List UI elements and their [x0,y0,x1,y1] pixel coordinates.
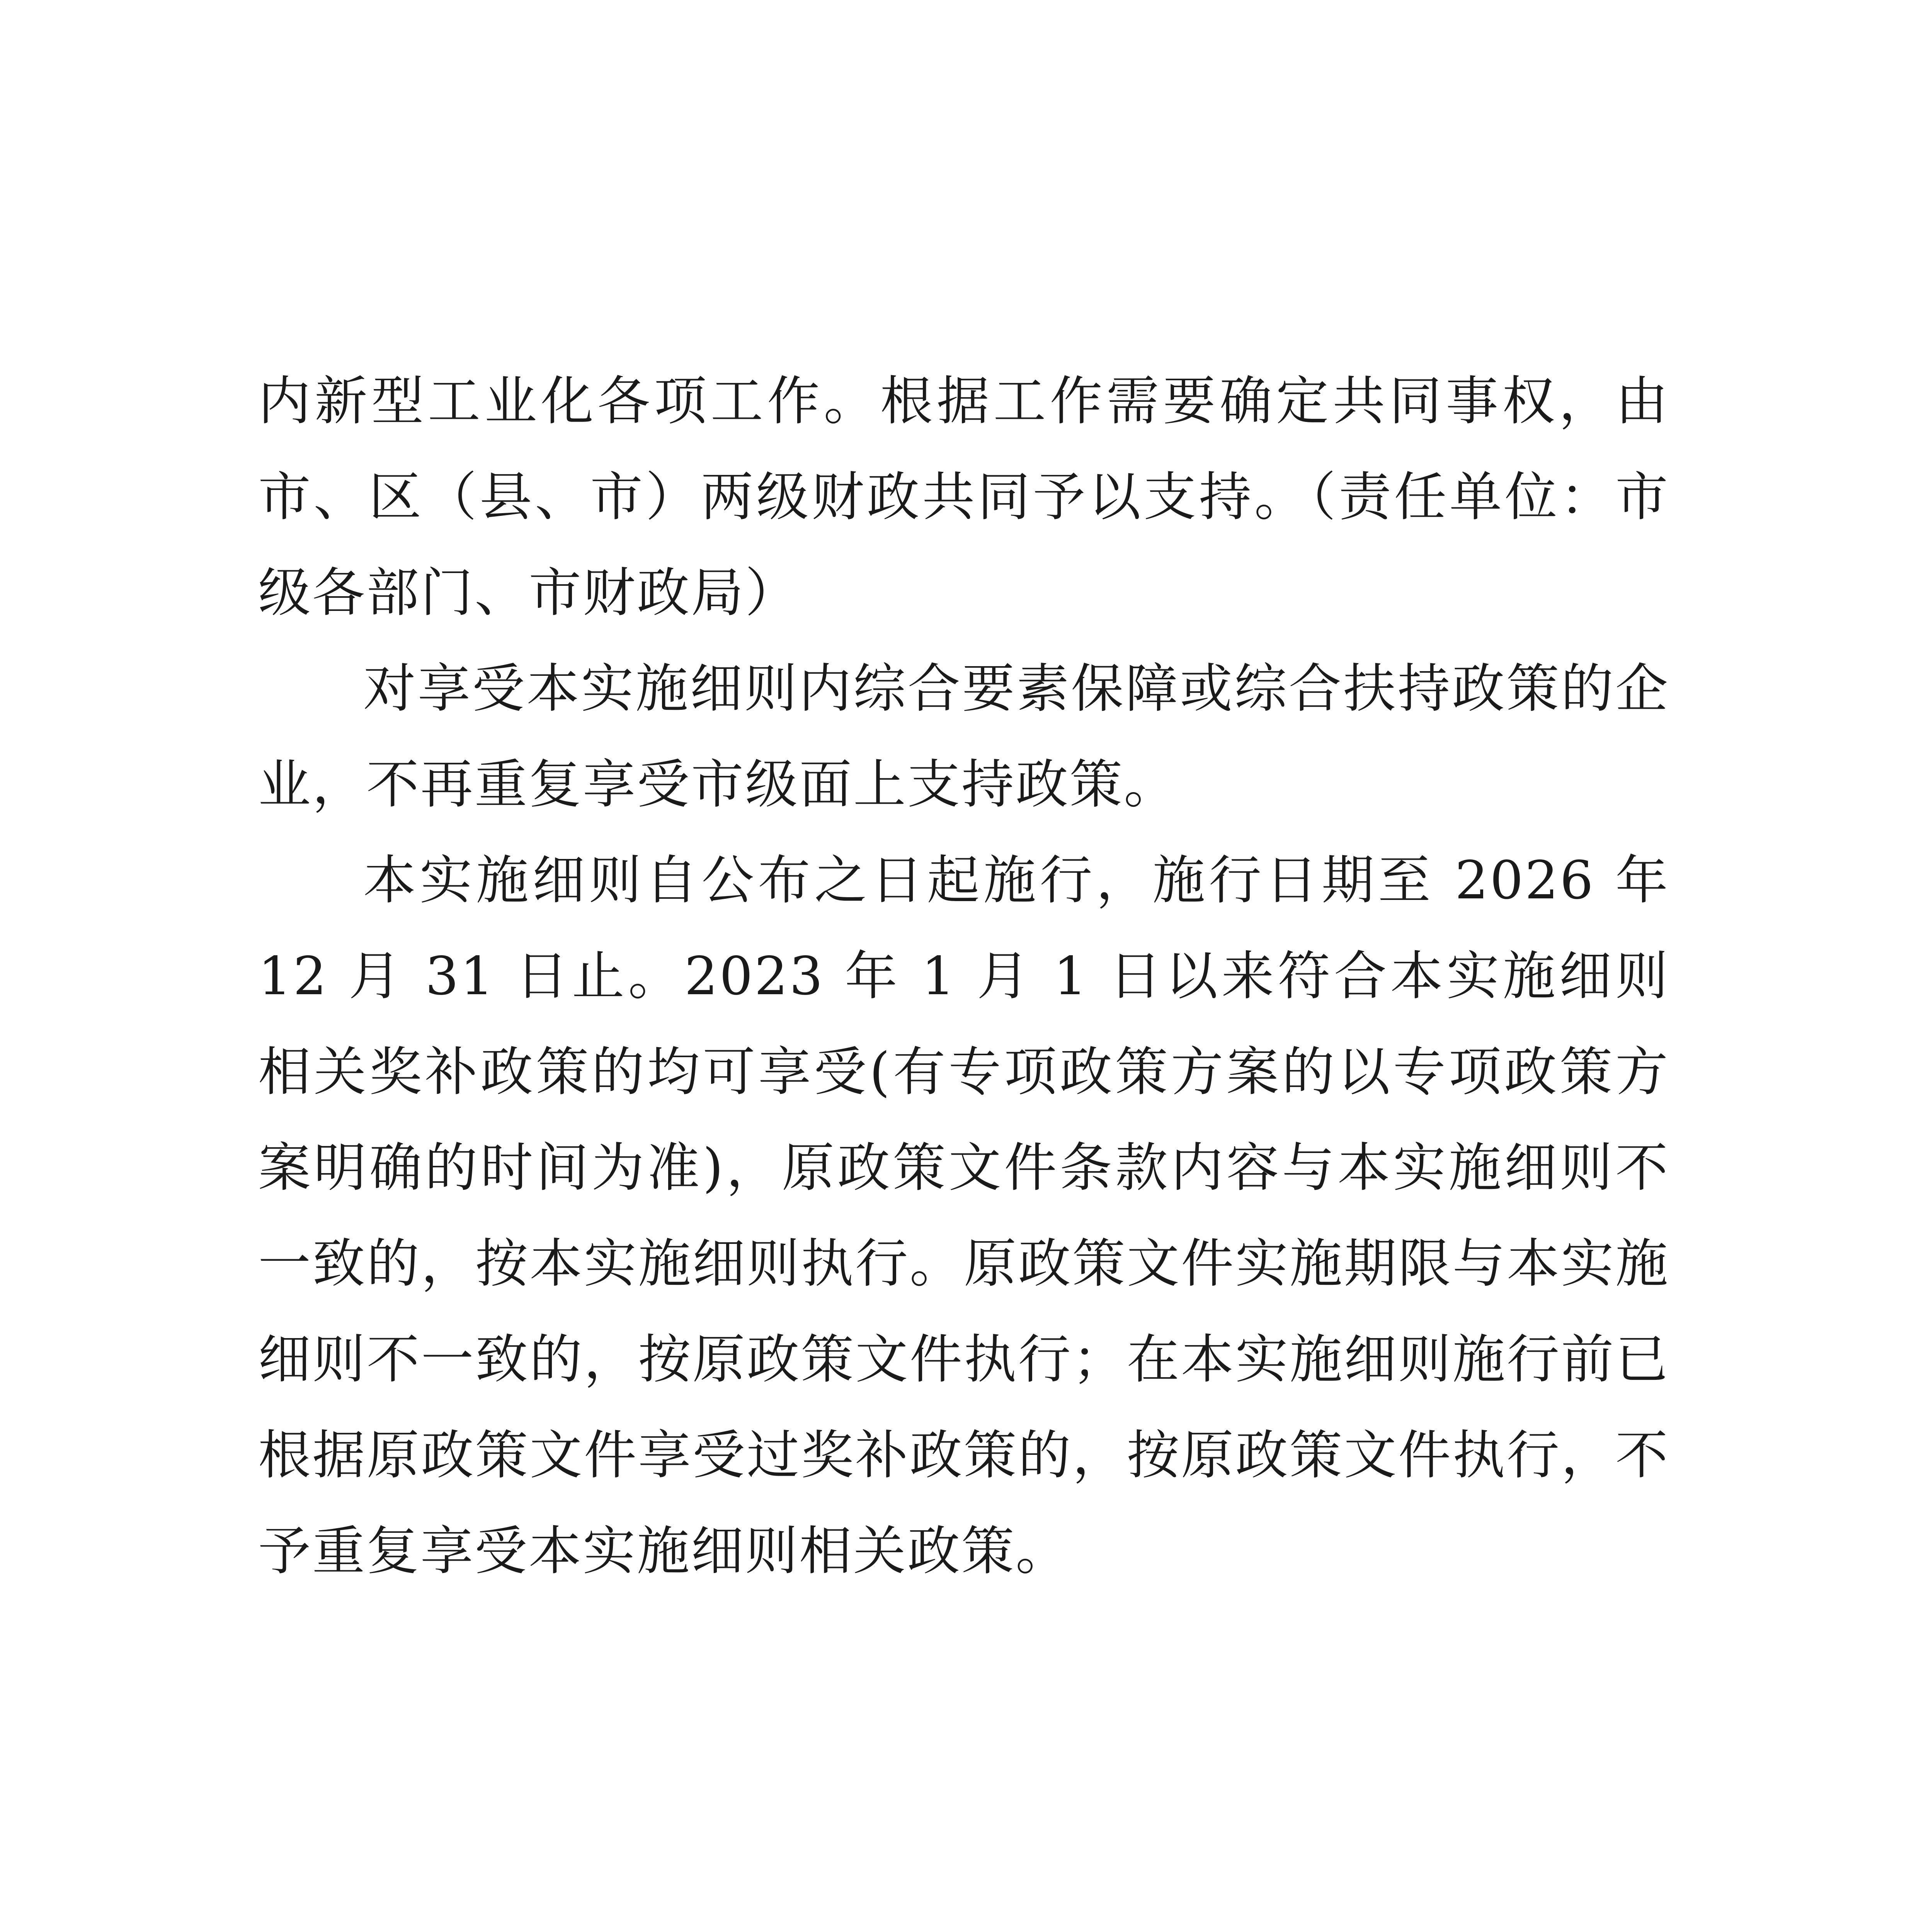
paragraph-no-duplicate-support: 对享受本实施细则内综合要素保障或综合扶持政策的企业，不再重复享受市级面上支持政策。 [258,658,1669,815]
paragraph-continuation: 内新型工业化各项工作。根据工作需要确定共同事权，由市、区（县、市）两级财政共同予以支持。（责任单位：市级各部门、市财政局） [258,371,1669,624]
document-body [258,354,1669,1599]
paragraph-effective-date: 本实施细则自公布之日起施行，施行日期至 2026 年 12 月 31 日止。2023 年 1 月 1 日以来符合本实施细则相关奖补政策的均可享受(有专项政策方案的以专项政策方案明确的时间为准)，原政策文件条款内容与本实施细则不一致的，按本实施细则执行。原政策文件实施期限与本实施细则不一致的，按原政策文件执行；在本实施细则施行前已根据原政策文件享受过奖补政策的，按原政策文件执行，不予重复享受本实施细则相关政策。 [258,850,1669,1582]
